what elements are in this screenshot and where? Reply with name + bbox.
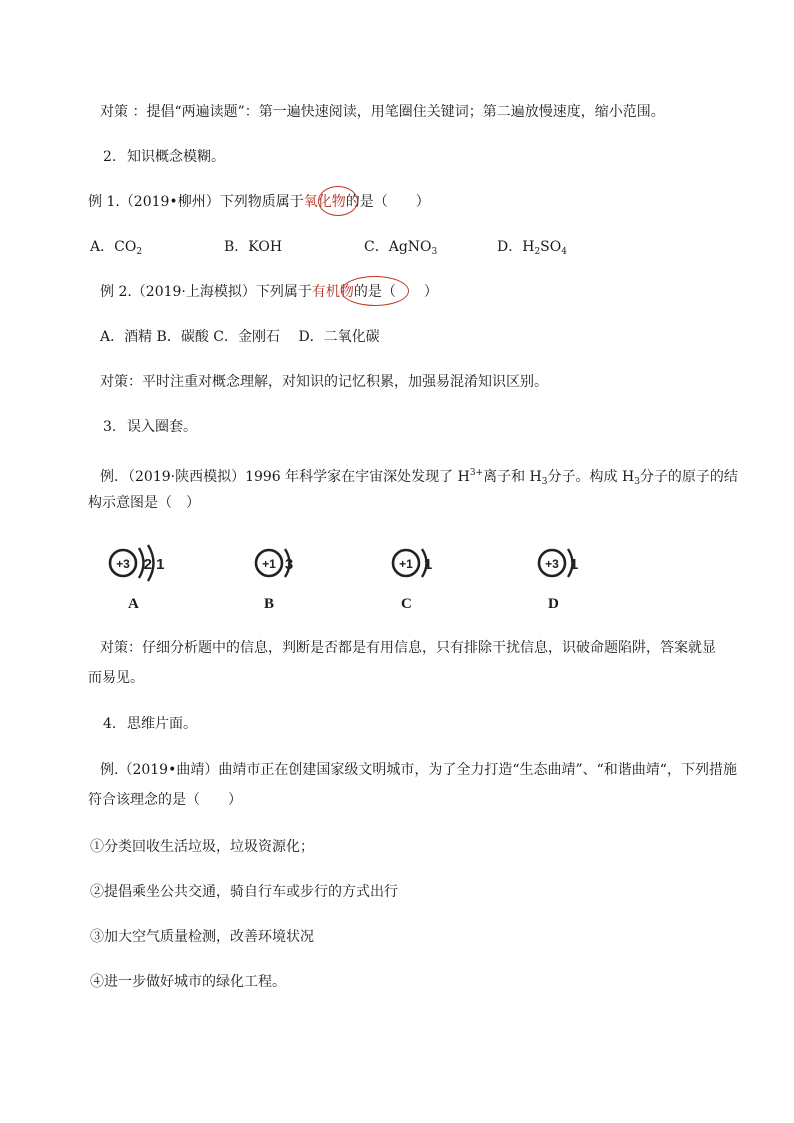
measure-item-1: ①分类回收生活垃圾，垃圾资源化； <box>90 839 314 855</box>
section-4-number: 4. <box>103 716 117 732</box>
strategy-paragraph-2: 对策：平时注重对概念理解，对知识的记忆积累，加强易混淆知识区别。 <box>100 374 548 390</box>
example-1-option-d: D．$H_2SO_4$ <box>497 239 567 257</box>
example-1-option-c: C．AgNO$_3$ <box>364 239 438 257</box>
example-2-question <box>100 282 438 302</box>
atom-d-electrons: 1 <box>569 556 579 573</box>
example-1-keyword: 氧化物 <box>303 194 346 210</box>
example-2-options: A．酒精 B．碳酸 C．金刚石 D．二氧化碳 <box>100 329 380 345</box>
example-1-option-a: A．$CO_2$ <box>90 239 143 257</box>
example-1-prefix: 例 1.（2019•柳州）下列物质属于 <box>88 194 304 210</box>
atom-diagram-a <box>98 540 178 612</box>
strategy-paragraph-1: 对策 ：提倡“两遍读题”：第一遍快速阅读，用笔圈住关键词；第二遍放慢速度，缩小范围。 <box>100 104 665 120</box>
example-2-suffix: 的是（ ） <box>353 284 438 300</box>
atom-c-label: C <box>401 596 412 612</box>
atom-a-label: A <box>128 596 139 612</box>
measure-item-3: ③加大空气质量检测，改善环境状况 <box>90 929 314 945</box>
atom-d-nucleus: +3 <box>545 557 559 571</box>
atom-diagram-c <box>384 540 454 612</box>
example-2-prefix: 例 2.（2019·上海模拟）下列属于 <box>100 284 312 300</box>
strategy-paragraph-3-line-1: 对策：仔细分析题中的信息，判断是否都是有用信息，只有排除干扰信息，识破命题陷阱，答案就显 <box>100 640 716 656</box>
atom-structure-a-icon <box>98 540 178 586</box>
example-1-question <box>88 192 430 212</box>
section-3-title: 误入圈套。 <box>127 419 197 435</box>
measure-item-2: ②提倡乘坐公共交通，骑自行车或步行的方式出行 <box>90 884 398 900</box>
atom-c-nucleus: +1 <box>399 557 413 571</box>
example-4-line-1: 例.（2019•曲靖）曲靖市正在创建国家级文明城市，为了全力打造“生态曲靖”、“和谐曲靖“，下列措施 <box>100 762 737 778</box>
section-4-title: 思维片面。 <box>127 716 197 732</box>
measure-item-4: ④进一步做好城市的绿化工程。 <box>90 974 286 990</box>
atom-b-nucleus: +1 <box>262 557 276 571</box>
atom-c-electrons: 1 <box>423 556 433 573</box>
section-2-title: 知识概念模糊。 <box>127 149 225 165</box>
atom-diagram-d <box>530 540 600 612</box>
atom-b-label: B <box>264 596 275 612</box>
example-3-line-1: 例．（2019·陕西模拟）1996 年科学家在宇宙深处发现了 $H^{3+}$离子和 $H_3$分子。构成 $H_3$分子的原子的结 <box>100 468 738 487</box>
example-2-keyword: 有机物 <box>311 284 354 300</box>
atom-b-electrons: 3 <box>284 556 294 573</box>
atom-structure-d-icon <box>530 540 600 586</box>
atom-structure-c-icon <box>384 540 454 586</box>
strategy-paragraph-3-line-2: 而易见。 <box>88 670 144 686</box>
section-3-number: 3. <box>103 419 117 435</box>
example-1-option-b: B．KOH <box>224 239 283 255</box>
atom-structure-b-icon <box>247 540 317 586</box>
atom-diagram-b <box>247 540 317 612</box>
atom-a-nucleus: +3 <box>116 557 130 571</box>
example-3-line-2: 构示意图是（ ） <box>88 495 200 511</box>
section-2-number: 2. <box>103 149 117 165</box>
example-4-line-2: 符合该理念的是（ ） <box>88 792 242 808</box>
atom-d-label: D <box>548 596 559 612</box>
example-1-suffix: 的是（ ） <box>345 194 430 210</box>
atom-a-electrons: 2 1 <box>143 556 165 573</box>
